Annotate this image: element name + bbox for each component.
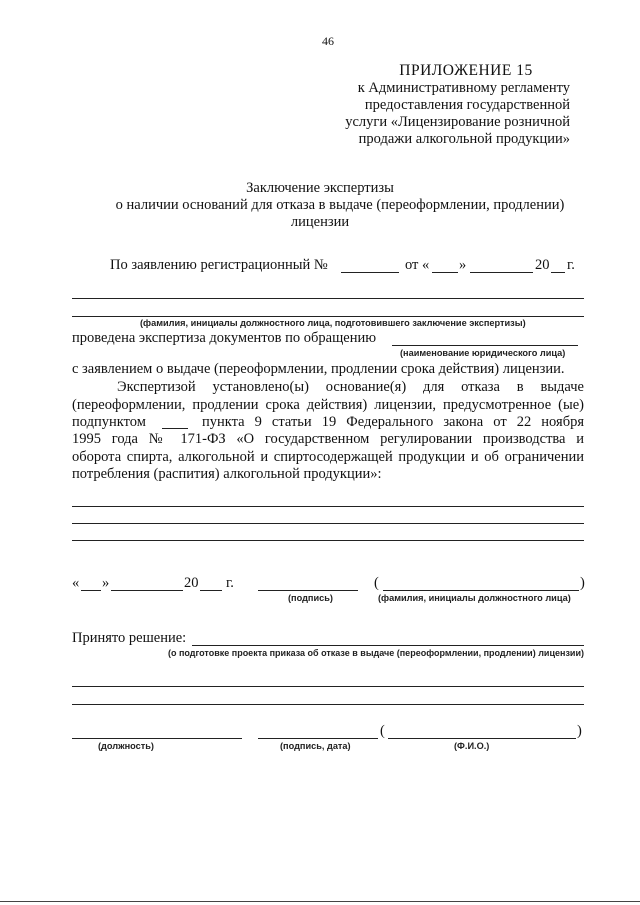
official-blank-1[interactable] [72, 298, 584, 299]
decision-blank[interactable] [192, 645, 584, 646]
appendix-line-2: предоставления государственной [364, 97, 570, 113]
application-year-blank[interactable] [551, 272, 565, 273]
appendix-title: ПРИЛОЖЕНИЕ 15 [399, 62, 533, 79]
signature-month-blank[interactable] [111, 590, 183, 591]
body-line-3b: пункта 9 статьи 19 Федерального закона от 22 ноября [202, 414, 584, 430]
examination-continuation: с заявлением о выдаче (переоформлении, продлении срока действия) лицензии. [72, 361, 565, 377]
signature-name-paren-open: ( [374, 575, 379, 591]
signature-date-blank[interactable] [258, 738, 378, 739]
legal-entity-caption: (наименование юридического лица) [400, 348, 566, 358]
page-number: 46 [322, 34, 334, 48]
decision-blank-3[interactable] [72, 704, 584, 705]
examination-text: проведена экспертиза документов по обращению [72, 330, 377, 346]
signature-name-paren-close: ) [580, 575, 585, 591]
body-line-4: 1995 года № 171-ФЗ «О государственном регулировании производства и [72, 431, 584, 447]
signature-caption: (подпись) [288, 593, 333, 603]
position-caption: (должность) [98, 741, 154, 751]
body-line-5: оборота спирта, алкогольной и спиртосодержащей продукции и об ограничении [72, 449, 584, 465]
decision-caption: (о подготовке проекта приказа об отказе в выдаче (переоформлении, продлении) лицензии) [168, 648, 584, 658]
signature-name-caption: (фамилия, инициалы должностного лица) [378, 593, 571, 603]
body-line-6: потребления (распития) алкогольной продукции»: [72, 466, 382, 482]
fio-blank[interactable] [388, 738, 576, 739]
signature-date-caption: (подпись, дата) [280, 741, 351, 751]
document-subtitle: о наличии оснований для отказа в выдаче (переоформлении, продлении) [115, 197, 565, 213]
document-subtitle-end: лицензии [290, 214, 350, 230]
signature-name-blank[interactable] [383, 590, 579, 591]
grounds-blank-2[interactable] [72, 523, 584, 524]
appendix-line-1: к Административному регламенту [357, 80, 570, 96]
application-month-blank[interactable] [470, 272, 533, 273]
application-year: 20 [535, 257, 550, 273]
fio-paren-close: ) [577, 723, 582, 739]
body-line-1: Экспертизой установлено(ы) основание(я) для отказа в выдаче [117, 379, 584, 395]
grounds-blank-1[interactable] [72, 506, 584, 507]
page-bottom-edge [0, 901, 640, 902]
signature-date-close: » [102, 575, 110, 591]
official-caption: (фамилия, инициалы должностного лица, подготовившего заключение экспертизы) [140, 318, 526, 328]
decision-blank-2[interactable] [72, 686, 584, 687]
appendix-line-3: услуги «Лицензирование розничной [345, 114, 570, 130]
signature-date-open: « [72, 575, 80, 591]
application-from: от « [405, 257, 430, 273]
decision-label: Принято решение: [72, 630, 187, 646]
appendix-line-4: продажи алкогольной продукции» [358, 131, 570, 147]
application-day-blank[interactable] [432, 272, 458, 273]
signature-blank[interactable] [258, 590, 358, 591]
signature-day-blank[interactable] [81, 590, 101, 591]
official-blank-2[interactable] [72, 316, 584, 317]
grounds-blank-3[interactable] [72, 540, 584, 541]
application-quote-close: » [459, 257, 467, 273]
signature-year: 20 [184, 575, 199, 591]
position-blank[interactable] [72, 738, 242, 739]
legal-entity-blank[interactable] [392, 345, 578, 346]
application-year-suffix: г. [567, 257, 575, 273]
body-line-2: (переоформлении, продлении срока действия) лицензии, предусмотренное (ые) [72, 397, 584, 413]
fio-caption: (Ф.И.О.) [454, 741, 490, 751]
document-title: Заключение экспертизы [246, 180, 394, 196]
signature-year-blank[interactable] [200, 590, 222, 591]
signature-year-suffix: г. [226, 575, 234, 591]
application-prefix: По заявлению регистрационный № [110, 257, 328, 273]
body-line-3a: подпунктом [72, 414, 146, 430]
fio-paren-open: ( [380, 723, 385, 739]
subparagraph-blank[interactable] [162, 428, 188, 429]
registration-number-blank[interactable] [341, 272, 399, 273]
